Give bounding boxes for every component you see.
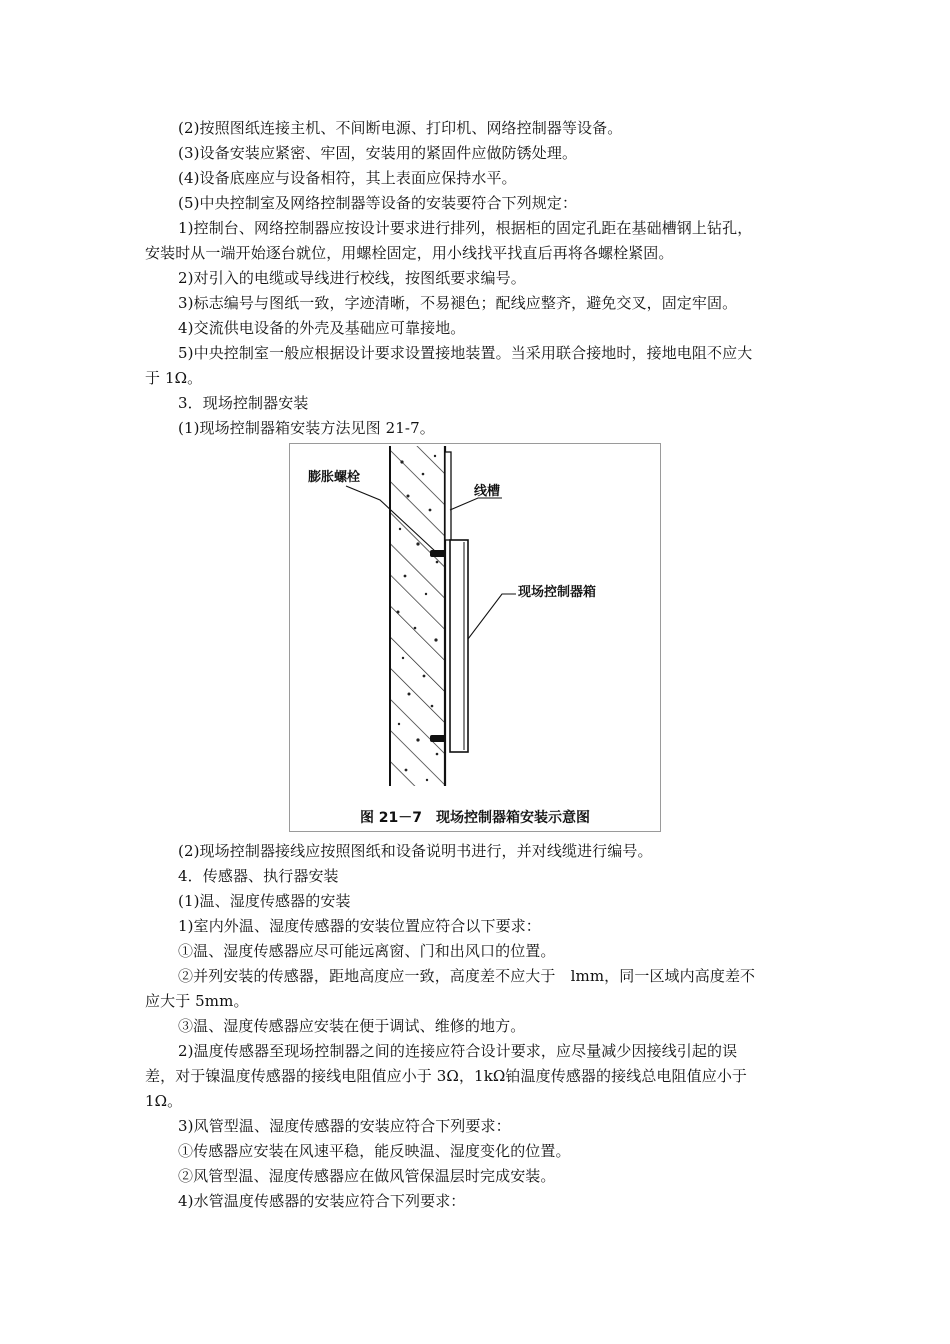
paragraph-line: 安装时从一端开始逐台就位，用螺栓固定，用小线找平找直后再将各螺栓紧固。	[145, 244, 674, 262]
paragraph-line: 1Ω。	[145, 1092, 183, 1110]
paragraph-line: ③温、湿度传感器应安装在便于调试、维修的地方。	[178, 1017, 526, 1035]
paragraph-line: 3)标志编号与图纸一致，字迹清晰，不易褪色；配线应整齐，避免交叉，固定牢固。	[178, 294, 738, 312]
control-box-shape	[450, 540, 468, 752]
installation-figure	[289, 443, 661, 832]
paragraph-line: ②风管型温、湿度传感器应在做风管保温层时完成安装。	[178, 1167, 556, 1185]
expansion-bolt-bottom	[430, 735, 446, 742]
paragraph-line: 应大于 5mm。	[145, 992, 249, 1010]
paragraph-line: ①传感器应安装在风速平稳，能反映温、湿度变化的位置。	[178, 1142, 571, 1160]
paragraph-line: ①温、湿度传感器应尽可能远离窗、门和出风口的位置。	[178, 942, 556, 960]
label-expansion-bolt: 膨胀螺栓	[308, 470, 361, 485]
installation-diagram	[290, 444, 660, 831]
section-heading: 3．现场控制器安装	[178, 394, 309, 412]
paragraph-line: (3)设备安装应紧密、牢固，安装用的紧固件应做防锈处理。	[178, 144, 578, 162]
paragraph-line: 4)水管温度传感器的安装应符合下列要求：	[178, 1192, 466, 1210]
paragraph-line: 5)中央控制室一般应根据设计要求设置接地装置。当采用联合接地时，接地电阻不应大	[178, 344, 753, 362]
paragraph-line: 差，对于镍温度传感器的接线电阻值应小于 3Ω，1kΩ铂温度传感器的接线总电阻值应小于	[145, 1067, 748, 1085]
paragraph-line: (1)温、湿度传感器的安装	[178, 892, 351, 910]
paragraph-line: (5)中央控制室及网络控制器等设备的安装要符合下列规定：	[178, 194, 578, 212]
paragraph-line: (1)现场控制器箱安装方法见图 21-7。	[178, 419, 435, 437]
figure-caption: 图 21－7 现场控制器箱安装示意图	[359, 810, 591, 826]
label-trunking: 线槽	[474, 484, 501, 499]
paragraph-line: (2)现场控制器接线应按照图纸和设备说明书进行，并对线缆进行编号。	[178, 842, 653, 860]
paragraph-line: 2)对引入的电缆或导线进行校线，按图纸要求编号。	[178, 269, 526, 287]
paragraph-line: (4)设备底座应与设备相符，其上表面应保持水平。	[178, 169, 517, 187]
paragraph-line: 4)交流供电设备的外壳及基础应可靠接地。	[178, 319, 466, 337]
cable-trunking	[445, 452, 451, 540]
paragraph-line: 3)风管型温、湿度传感器的安装应符合下列要求：	[178, 1117, 511, 1135]
paragraph-line: 1)室内外温、湿度传感器的安装位置应符合以下要求：	[178, 917, 541, 935]
paragraph-line: 1)控制台、网络控制器应按设计要求进行排列，根据柜的固定孔距在基础槽钢上钻孔，	[178, 219, 753, 237]
expansion-bolt-top	[430, 550, 446, 557]
paragraph-line: 2)温度传感器至现场控制器之间的连接应符合设计要求，应尽量减少因接线引起的误	[178, 1042, 738, 1060]
paragraph-line: (2)按照图纸连接主机、不间断电源、打印机、网络控制器等设备。	[178, 119, 623, 137]
label-control-box: 现场控制器箱	[518, 585, 597, 600]
paragraph-line: 于 1Ω。	[145, 369, 203, 387]
section-heading: 4．传感器、执行器安装	[178, 867, 339, 885]
paragraph-line: ②并列安装的传感器，距地高度应一致，高度差不应大于 lmm，同一区域内高度差不	[178, 967, 756, 985]
